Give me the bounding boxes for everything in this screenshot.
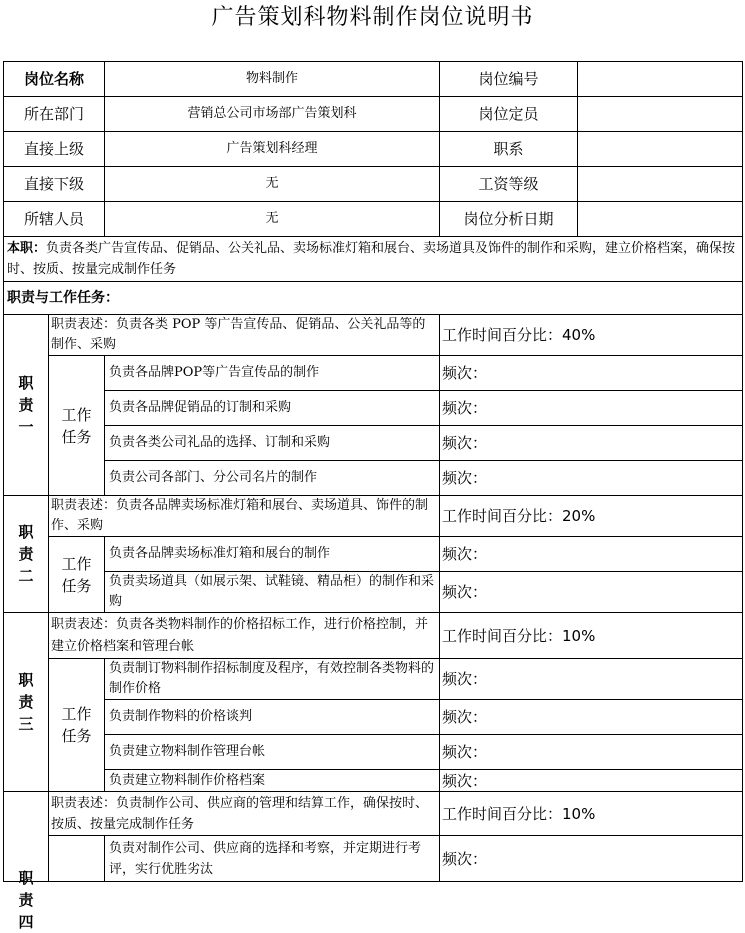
duty-statement-row xyxy=(4,613,743,659)
info-value: 物料制作 xyxy=(105,62,440,97)
task-text: 负责卖场道具（如展示架、试鞋镜、精品柜）的制作和采购 xyxy=(105,572,440,613)
info-label: 所在部门 xyxy=(4,97,105,132)
duty-percent: 工作时间百分比：10% xyxy=(440,613,743,659)
info-value: 无 xyxy=(105,202,440,237)
job-description-table xyxy=(3,61,743,931)
duty-percent: 工作时间百分比：20% xyxy=(440,496,743,537)
task-text: 负责各品牌卖场标准灯箱和展台的制作 xyxy=(105,537,440,572)
section-header-row xyxy=(4,282,743,315)
info-label-2: 职系 xyxy=(440,132,578,167)
duty-percent: 工作时间百分比：10% xyxy=(440,792,743,836)
task-text: 负责对制作公司、供应商的选择和考察，并定期进行考评，实行优胜劣汰 xyxy=(105,836,440,882)
freq-label: 频次： xyxy=(440,572,743,613)
task-text: 负责各品牌促销品的订制和采购 xyxy=(105,391,440,426)
task-row xyxy=(4,659,743,700)
freq-label: 频次： xyxy=(440,659,743,700)
info-row xyxy=(4,167,743,202)
task-row xyxy=(4,735,743,770)
info-label-2: 岗位分析日期 xyxy=(440,202,578,237)
freq-label: 频次： xyxy=(440,537,743,572)
task-text: 负责公司各部门、分公司名片的制作 xyxy=(105,461,440,496)
task-label xyxy=(49,836,105,882)
info-value-2 xyxy=(578,167,743,202)
task-text: 负责各品牌POP等广告宣传品的制作 xyxy=(105,356,440,391)
info-label: 岗位名称 xyxy=(4,62,105,97)
duty-name: 职责二 xyxy=(4,496,49,613)
main-duty-cell xyxy=(4,237,743,282)
info-label: 所辖人员 xyxy=(4,202,105,237)
info-label-2: 岗位编号 xyxy=(440,62,578,97)
freq-label: 频次： xyxy=(440,461,743,496)
duty-percent: 工作时间百分比：40% xyxy=(440,315,743,356)
info-label-2: 工资等级 xyxy=(440,167,578,202)
duty-statement: 职责表述：负责各类物料制作的价格招标工作，进行价格控制，并建立价格档案和管理台帐 xyxy=(49,613,440,659)
main-duty-text: 负责各类广告宣传品、促销品、公关礼品、卖场标准灯箱和展台、卖场道具及饰件的制作和采购，建立价格档案，确保按时、按质、按量完成制作任务 xyxy=(7,241,736,277)
info-value-2 xyxy=(578,202,743,237)
duty-statement: 职责表述：负责各品牌卖场标准灯箱和展台、卖场道具、饰件的制作、采购 xyxy=(49,496,440,537)
info-value-2 xyxy=(578,62,743,97)
info-label-2: 岗位定员 xyxy=(440,97,578,132)
task-row xyxy=(4,391,743,426)
duty-statement: 职责表述：负责各类 POP 等广告宣传品、促销品、公关礼品等的制作、采购 xyxy=(49,315,440,356)
task-text: 负责建立物料制作价格档案 xyxy=(105,770,440,792)
freq-label: 频次： xyxy=(440,391,743,426)
task-row xyxy=(4,461,743,496)
info-row xyxy=(4,202,743,237)
task-row xyxy=(4,770,743,792)
duty-statement-row xyxy=(4,792,743,836)
task-row xyxy=(4,537,743,572)
task-label: 工作任务 xyxy=(49,537,105,613)
info-value: 营销总公司市场部广告策划科 xyxy=(105,97,440,132)
info-value: 广告策划科经理 xyxy=(105,132,440,167)
freq-label: 频次： xyxy=(440,836,743,882)
info-label: 直接上级 xyxy=(4,132,105,167)
freq-label: 频次： xyxy=(440,426,743,461)
info-value: 无 xyxy=(105,167,440,202)
duty-name: 职责一 xyxy=(4,315,49,496)
duty-name: 职责三 xyxy=(4,613,49,792)
task-text: 负责制订物料制作招标制度及程序，有效控制各类物料的制作价格 xyxy=(105,659,440,700)
section-title: 职责与工作任务： xyxy=(4,282,743,315)
duty-name: 职责四 xyxy=(4,792,49,882)
task-row xyxy=(4,700,743,735)
main-duty-row xyxy=(4,237,743,282)
freq-label: 频次： xyxy=(440,735,743,770)
info-row xyxy=(4,132,743,167)
freq-label: 频次： xyxy=(440,700,743,735)
duty-statement-row xyxy=(4,496,743,537)
task-label: 工作任务 xyxy=(49,659,105,792)
task-text: 负责建立物料制作管理台帐 xyxy=(105,735,440,770)
task-row xyxy=(4,836,743,882)
task-text: 负责各类公司礼品的选择、订制和采购 xyxy=(105,426,440,461)
task-text: 负责制作物料的价格谈判 xyxy=(105,700,440,735)
task-row xyxy=(4,356,743,391)
info-value-2 xyxy=(578,132,743,167)
info-label: 直接下级 xyxy=(4,167,105,202)
main-duty-label: 本职： xyxy=(7,241,47,256)
task-row xyxy=(4,572,743,613)
document-title: 广告策划科物料制作岗位说明书 xyxy=(211,5,534,30)
freq-label: 频次： xyxy=(440,356,743,391)
freq-label: 频次： xyxy=(440,770,743,792)
duty-statement-row xyxy=(4,315,743,356)
info-row xyxy=(4,62,743,97)
info-row xyxy=(4,97,743,132)
duty-statement: 职责表述：负责制作公司、供应商的管理和结算工作，确保按时、按质、按量完成制作任务 xyxy=(49,792,440,836)
task-row xyxy=(4,426,743,461)
task-label: 工作任务 xyxy=(49,356,105,496)
info-value-2 xyxy=(578,97,743,132)
